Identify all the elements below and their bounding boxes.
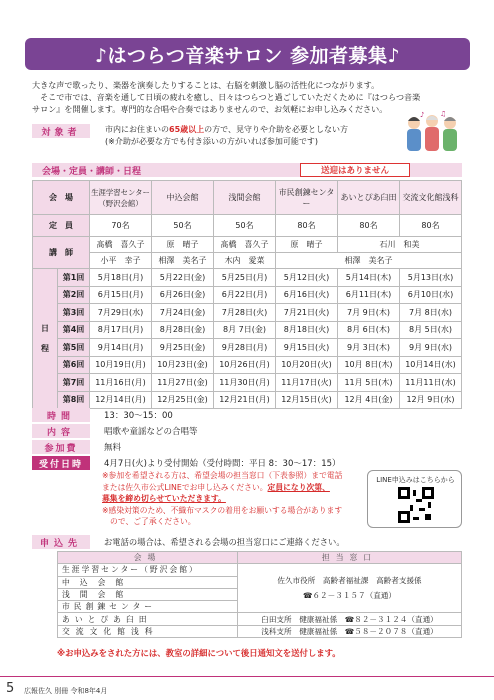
session-row (33, 321, 462, 339)
session-date: 9月25日(金) (152, 339, 214, 357)
apply-row (32, 535, 462, 549)
contact-row (58, 613, 462, 625)
teacher-cell: 原 晴子 (276, 237, 338, 253)
venue-cell: 市民創錬センター (276, 181, 338, 215)
session-date: 10月26日(月) (214, 356, 276, 374)
session-date: 8月28日(金) (152, 321, 214, 339)
teacher-cell: 相澤 美名子 (152, 253, 214, 269)
period-value: 4月7日(火)より受付開始（受付時間：平日 8：30～17：15） (104, 459, 341, 469)
session-date: 10月19日(月) (90, 356, 152, 374)
schedule-label: 日 程 (33, 269, 58, 409)
contact-venue: 中込会館 (58, 576, 238, 588)
capacity-row (33, 215, 462, 237)
session-number: 第1回 (58, 269, 90, 287)
capacity-cell: 70名 (90, 215, 152, 237)
venue-cell: あいとぴあ臼田 (338, 181, 400, 215)
session-row (33, 304, 462, 322)
session-number: 第6回 (58, 356, 90, 374)
contact-row (58, 564, 462, 576)
note-deadline-2: 募集を締め切らせていただきます。 (102, 494, 226, 503)
session-date: 7月21日(火) (276, 304, 338, 322)
teacher-cell: 髙橋 喜久子 (90, 237, 152, 253)
session-row (33, 374, 462, 392)
contact-header-row (58, 552, 462, 564)
contact-venue: 市民創錬センター (58, 601, 238, 613)
session-row (33, 269, 462, 287)
session-date: 11月16日(月) (90, 374, 152, 392)
main-office-name: 佐久市役所 高齢者福祉課 高齢者支援係 (277, 576, 422, 586)
svg-text:♫: ♫ (440, 111, 447, 118)
fee-value: 無料 (104, 443, 122, 453)
period-label: 受付日時 (32, 456, 90, 470)
target-pre: 市内にお住まいの (105, 125, 169, 134)
application-notes (102, 470, 357, 528)
time-label: 時間 (32, 408, 90, 422)
session-date: 8月 7日(金) (214, 321, 276, 339)
contact-venue-header: 会場 (58, 552, 238, 564)
contact-main-office (238, 564, 462, 613)
page-title: ♪はつらつ音楽サロン 参加者募集♪ (25, 38, 470, 70)
target-label: 対象者 (32, 124, 90, 138)
qr-code-icon[interactable] (398, 487, 434, 523)
session-number: 第2回 (58, 286, 90, 304)
session-date: 12月21日(月) (214, 391, 276, 409)
content-value: 唱歌や童謡などの合唱等 (104, 427, 198, 437)
session-date: 9月14日(月) (90, 339, 152, 357)
session-date: 6月10日(水) (400, 286, 462, 304)
session-date: 5月13日(水) (400, 269, 462, 287)
session-date: 6月11日(木) (338, 286, 400, 304)
contact-venue: 生涯学習センター（野沢会館） (58, 564, 238, 576)
session-date: 11月17日(火) (276, 374, 338, 392)
note-line (102, 482, 357, 494)
intro-line: そこで市では、音楽を通して日頃の疲れを癒し、日々はつらつと過ごしていただくために『はつらつ音楽 (40, 92, 421, 102)
session-date: 9月28日(月) (214, 339, 276, 357)
session-date: 10月20日(火) (276, 356, 338, 374)
period-row (32, 456, 462, 470)
capacity-cell: 80名 (338, 215, 400, 237)
session-date: 5月18日(月) (90, 269, 152, 287)
session-date: 8月18日(火) (276, 321, 338, 339)
note-line: ※感染対策のため、不織布マスクの着用をお願いする場合があります (102, 505, 343, 515)
line-qr-box[interactable] (367, 470, 462, 528)
time-value: 13：30～15：00 (104, 411, 173, 421)
target-post: の方で、見守りや介助を必要としない方 (204, 125, 348, 134)
capacity-cell: 50名 (214, 215, 276, 237)
session-date: 11月11日(水) (400, 374, 462, 392)
contact-venue: 交流文化館浅科 (58, 625, 238, 637)
session-date: 10月23日(金) (152, 356, 214, 374)
session-date: 12月 9日(水) (400, 391, 462, 409)
session-number: 第7回 (58, 374, 90, 392)
session-date: 12月14日(月) (90, 391, 152, 409)
contact-row (58, 625, 462, 637)
schedule-header: 会場・定員・講師・日程 (32, 163, 462, 177)
main-office-phone: ☎６２－３１５７（直通） (303, 591, 396, 601)
venue-cell: 浅間会館 (214, 181, 276, 215)
session-date: 5月12日(火) (276, 269, 338, 287)
venue-cell: 中込会館 (152, 181, 214, 215)
session-date: 10月 8日(木) (338, 356, 400, 374)
session-date: 5月14日(木) (338, 269, 400, 287)
session-row (33, 391, 462, 409)
fee-row (32, 440, 462, 454)
note-deadline: 定員になり次第、 (267, 482, 330, 492)
session-date: 8月 5日(水) (400, 321, 462, 339)
contact-venue: あいとぴあ臼田 (58, 613, 238, 625)
page-footer (0, 676, 494, 700)
intro-text (32, 79, 477, 115)
teacher-cell: 髙橋 喜久子 (214, 237, 276, 253)
teacher-label: 講 師 (33, 237, 90, 269)
session-date: 12月 4日(金) (338, 391, 400, 409)
final-note: ※お申込みをされた方には、教室の詳細について後日通知文を送付します。 (57, 648, 341, 658)
contact-office-header: 担当窓口 (238, 552, 462, 564)
apply-label: 申込先 (32, 535, 90, 549)
svg-text:♪: ♪ (420, 111, 425, 119)
venue-cell: 交流文化館浅科 (400, 181, 462, 215)
contact-venue: 浅間会館 (58, 588, 238, 600)
session-date: 5月22日(金) (152, 269, 214, 287)
singing-people-illustration (402, 111, 462, 159)
session-date: 12月25日(金) (152, 391, 214, 409)
teacher-cell: 木内 愛菜 (214, 253, 276, 269)
intro-line: サロン』を開催します。専門的な合唱や合奏ではありませんので、お気軽にお申し込みください。 (32, 104, 388, 114)
footer-text: 広報佐久 別冊 令和8年4月 (24, 687, 108, 695)
session-date: 6月26日(金) (152, 286, 214, 304)
venue-row (33, 181, 462, 215)
page-number: 5 (6, 681, 15, 696)
venue-cell: 生涯学習センター（野沢会館） (90, 181, 152, 215)
session-date: 8月 6日(木) (338, 321, 400, 339)
session-number: 第4回 (58, 321, 90, 339)
content-row (32, 424, 462, 438)
teacher-cell: 石川 和美 (338, 237, 462, 253)
session-date: 11月30日(月) (214, 374, 276, 392)
session-date: 7月 9日(木) (338, 304, 400, 322)
contact-table (57, 551, 462, 638)
teacher-row-1 (33, 237, 462, 253)
session-date: 9月 3日(木) (338, 339, 400, 357)
intro-line: 大きな声で歌ったり、楽器を演奏したりすることは、右脳を刺激し脳の活性化につながります。 (32, 80, 380, 90)
venue-label: 会 場 (33, 181, 90, 215)
schedule-table (32, 180, 462, 409)
session-row (33, 286, 462, 304)
capacity-cell: 80名 (400, 215, 462, 237)
teacher-row-2 (33, 253, 462, 269)
contact-asashina-office: 浅科支所 健康福祉係 ☎５８－２０７８（直通） (238, 625, 462, 637)
capacity-label: 定 員 (33, 215, 90, 237)
session-number: 第3回 (58, 304, 90, 322)
qr-label: LINE申込みはこちらから (376, 476, 455, 484)
session-date: 9月15日(火) (276, 339, 338, 357)
session-date: 7月 8日(水) (400, 304, 462, 322)
target-line-1 (105, 124, 348, 136)
session-number: 第5回 (58, 339, 90, 357)
target-text (105, 124, 348, 148)
session-date: 6月16日(火) (276, 286, 338, 304)
no-shuttle-badge: 送迎はありません (300, 163, 410, 177)
session-row (33, 356, 462, 374)
target-age: 65歳以上 (169, 125, 205, 134)
target-line-2: (※介助が必要な方でも付き添いの方がいれば参加可能です) (105, 137, 318, 146)
note-text: または佐久市公式LINEでお申し込みください。 (102, 482, 268, 492)
session-row (33, 339, 462, 357)
session-date: 10月14日(水) (400, 356, 462, 374)
note-line: ※参加を希望される方は、希望会場の担当窓口（下表参照）まで電話 (102, 471, 343, 480)
teacher-cell: 相澤 美名子 (276, 253, 462, 269)
session-date: 9月 9日(水) (400, 339, 462, 357)
contact-usuda-office: 臼田支所 健康福祉係 ☎８２－３１２４（直通） (238, 613, 462, 625)
session-date: 12月15日(火) (276, 391, 338, 409)
apply-value: お電話の場合は、希望される会場の担当窓口にご連絡ください。 (104, 537, 345, 547)
session-date: 8月17日(月) (90, 321, 152, 339)
session-date: 11月 5日(木) (338, 374, 400, 392)
capacity-cell: 50名 (152, 215, 214, 237)
content-label: 内容 (32, 424, 90, 438)
session-date: 7月24日(金) (152, 304, 214, 322)
session-date: 6月22日(月) (214, 286, 276, 304)
teacher-cell: 小平 幸子 (90, 253, 152, 269)
session-date: 7月29日(水) (90, 304, 152, 322)
session-date: 11月27日(金) (152, 374, 214, 392)
fee-label: 参加費 (32, 440, 90, 454)
session-date: 6月15日(月) (90, 286, 152, 304)
time-row (32, 408, 462, 422)
session-number: 第8回 (58, 391, 90, 409)
note-line: ので、ご了承ください。 (110, 517, 196, 526)
session-date: 5月25日(月) (214, 269, 276, 287)
session-date: 7月28日(火) (214, 304, 276, 322)
capacity-cell: 80名 (276, 215, 338, 237)
teacher-cell: 原 晴子 (152, 237, 214, 253)
